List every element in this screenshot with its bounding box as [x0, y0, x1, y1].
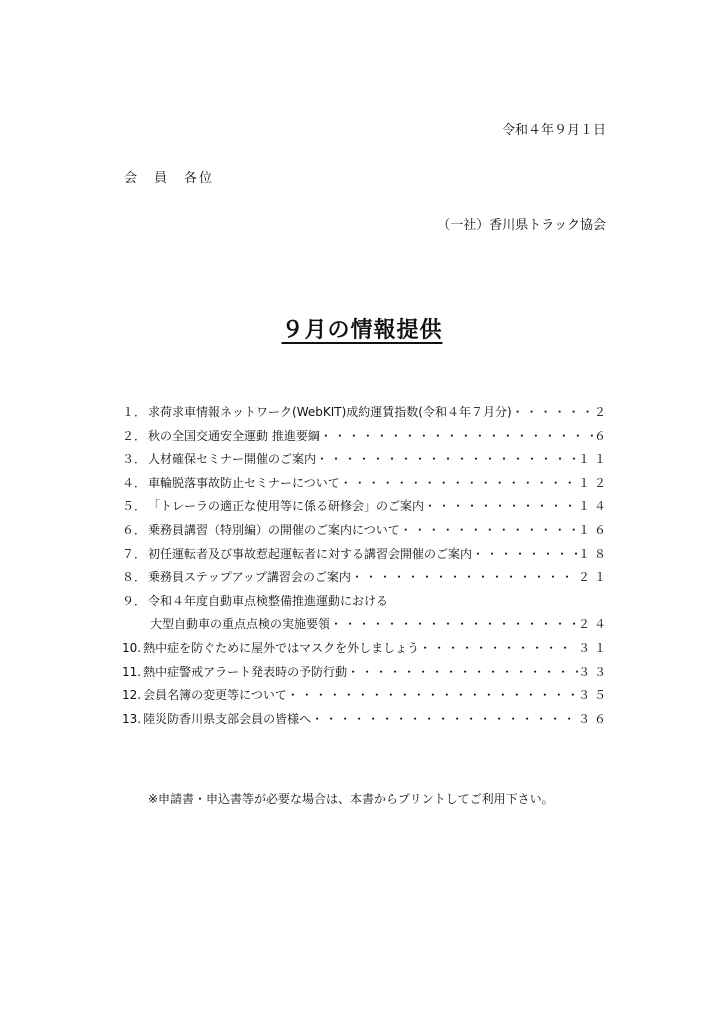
toc-page: ３１: [577, 640, 610, 655]
toc-num: ２．: [122, 428, 147, 443]
toc-item-8: [122, 568, 610, 592]
toc-item-1: [122, 403, 610, 427]
toc-num: １．: [122, 405, 147, 419]
leader-dots: [472, 545, 578, 562]
toc-num: 11.: [122, 664, 142, 679]
toc-text: 乗務員ステップアップ講習会のご案内: [148, 570, 351, 585]
toc-page: ６: [593, 428, 610, 443]
toc-text: 乗務員講習（特別編）の開催のご案内について: [148, 522, 400, 537]
table-of-contents: [122, 403, 610, 733]
leader-dots: [400, 521, 578, 538]
leader-dots: [287, 686, 578, 703]
toc-item-4: [122, 474, 610, 498]
leader-dots: [320, 427, 594, 444]
toc-item-10: [122, 639, 610, 663]
toc-num: 12.: [122, 688, 142, 703]
toc-text: 初任運転者及び事故惹起運転者に対する講習会開催のご案内: [148, 546, 473, 561]
leader-dots: [330, 615, 578, 632]
toc-num: ５．: [122, 499, 147, 514]
toc-text: 人材確保セミナー開催のご案内: [148, 452, 317, 467]
toc-text: 秋の全国交通安全運動 推進要綱: [148, 428, 320, 443]
toc-text: 熱中症警戒アラート発表時の予防行動: [143, 664, 348, 679]
toc-page: １８: [577, 546, 610, 561]
toc-item-9-continued: [122, 615, 610, 639]
toc-item-9: [122, 592, 610, 616]
leader-dots: [424, 497, 578, 514]
print-note: ※申請書・申込書等が必要な場合は、本書からプリントしてご利用下さい。: [148, 792, 554, 806]
toc-page: ３３: [577, 664, 610, 679]
page-title-text: ９月の情報提供: [281, 318, 443, 343]
leader-dots: [347, 663, 578, 680]
toc-item-7: [122, 545, 610, 569]
toc-text: 令和４年度自動車点検整備推進運動における: [148, 593, 389, 608]
toc-item-12: [122, 686, 610, 710]
toc-item-6: [122, 521, 610, 545]
toc-page: １２: [577, 475, 610, 490]
toc-item-3: [122, 450, 610, 474]
toc-page: ２４: [577, 617, 610, 632]
toc-num: 13.: [122, 711, 142, 726]
toc-page: １４: [577, 499, 610, 514]
toc-item-11: [122, 663, 610, 687]
toc-page: １１: [577, 452, 610, 467]
toc-num: 10.: [122, 640, 142, 655]
toc-page: ３６: [577, 711, 610, 726]
toc-item-13: [122, 710, 610, 734]
toc-text: 「トレーラの適正な使用等に係る研修会」のご案内: [148, 499, 425, 514]
organization: （一社）香川県トラック協会: [437, 218, 606, 233]
leader-dots: [340, 474, 578, 491]
page-title: [0, 313, 724, 344]
toc-page: ２１: [577, 570, 610, 585]
toc-text: 求荷求車情報ネットワーク(WebKIT)成約運賃指数(令和４年７月分): [148, 405, 512, 419]
toc-text: 車輪脱落事故防止セミナーについて: [148, 475, 340, 490]
toc-num: ８．: [122, 570, 147, 585]
toc-num: ３．: [122, 452, 147, 467]
toc-num: ９．: [122, 593, 147, 608]
toc-num: ４．: [122, 475, 147, 490]
leader-dots: [351, 568, 578, 585]
leader-dots: [311, 710, 578, 727]
leader-dots: [419, 639, 578, 656]
recipient: 会 員 各位: [124, 171, 215, 186]
toc-item-5: [122, 497, 610, 521]
toc-num: ６．: [122, 522, 147, 537]
issue-date: 令和４年９月１日: [501, 123, 606, 138]
toc-text: 熱中症を防ぐために屋外ではマスクを外しましょう: [143, 640, 420, 655]
toc-text: 会員名簿の変更等について: [143, 688, 287, 703]
toc-page: ３５: [577, 688, 610, 703]
leader-dots: [512, 403, 594, 420]
toc-text: 大型自動車の重点点検の実施要領: [150, 617, 331, 632]
toc-page: １６: [577, 522, 610, 537]
leader-dots: [316, 450, 578, 467]
toc-num: ７．: [122, 546, 147, 561]
toc-item-2: [122, 427, 610, 451]
toc-page: ２: [593, 405, 610, 419]
toc-text: 陸災防香川県支部会員の皆様へ: [143, 711, 312, 726]
